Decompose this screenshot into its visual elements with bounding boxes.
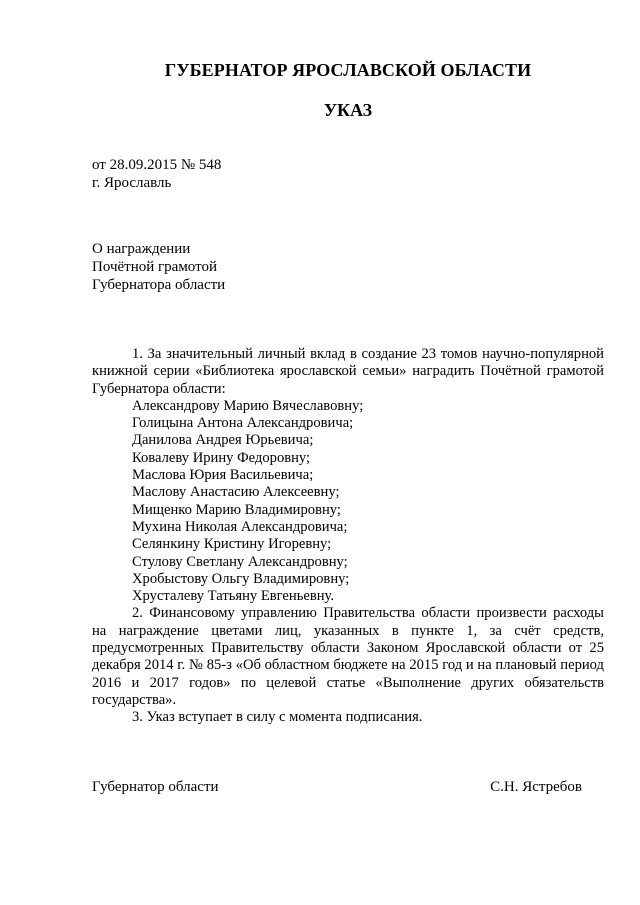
document-meta	[92, 156, 221, 192]
awardee: Александрову Марию Вячеславовну;	[132, 397, 364, 414]
subject-line: Губернатора области	[92, 277, 226, 293]
awardee: Мищенко Марию Владимировну;	[132, 501, 341, 518]
document-header-title: ГУБЕРНАТОР ЯРОСЛАВСКОЙ ОБЛАСТИ	[164, 60, 532, 80]
paragraph-3: 3. Указ вступает в силу с момента подписания.	[132, 709, 423, 726]
awardee: Голицына Антона Александровича;	[132, 415, 354, 432]
awardee: Мухина Николая Александровича;	[132, 518, 348, 535]
subject-line: Почётной грамотой	[92, 259, 217, 275]
signature-block	[92, 778, 582, 796]
awardee-list	[92, 398, 604, 606]
signatory-position: Губернатор области	[92, 779, 219, 795]
subject-line: О награждении	[92, 241, 191, 257]
awardee: Хробыстову Ольгу Владимировну;	[132, 570, 350, 587]
document-body	[92, 346, 604, 727]
awardee: Хрусталеву Татьяну Евгеньевну.	[132, 588, 335, 605]
awardee: Ковалеву Ирину Федоровну;	[132, 449, 311, 466]
signatory-name: С.Н. Ястребов	[490, 779, 582, 795]
awardee: Маслову Анастасию Алексеевну;	[132, 484, 340, 501]
paragraph-2: 2. Финансовому управлению Правительства области произвести расходы на награждение цветами лиц, указанных в пункте 1, за счёт средств, предусмотренных Правительству области Законом Ярославской области от 25 декабря 2014 г. № 85-з «Об областном бюджете на 2015 год и на плановый период 2016 и 2017 годов» по целевой статье «Выполнение других обязательств государства».	[92, 605, 604, 708]
awardee: Стулову Светлану Александровну;	[132, 553, 348, 570]
date-number: от 28.09.2015 № 548	[92, 157, 222, 173]
document-subject	[92, 240, 225, 294]
awardee: Селянкину Кристину Игоревну;	[132, 536, 332, 553]
awardee: Данилова Андрея Юрьевича;	[132, 432, 314, 449]
city: г. Ярославль	[92, 175, 172, 191]
document-type: УКАЗ	[323, 100, 373, 120]
paragraph-1: 1. За значительный личный вклад в создание 23 томов научно-популярной книжной серии «Библиотека ярославской семьи» наградить Почётной грамотой Губернатора области:	[92, 346, 604, 397]
awardee: Маслова Юрия Васильевича;	[132, 467, 314, 484]
